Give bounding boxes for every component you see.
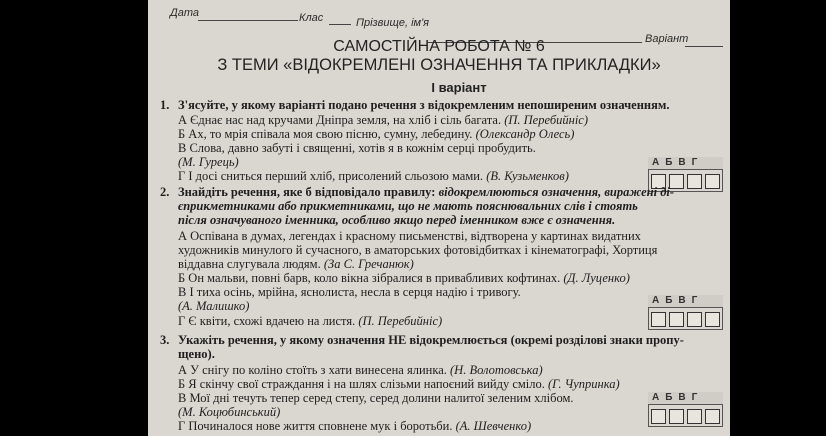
q3-question-line1: Укажіть речення, у якому означення НЕ відокремлюється (окремі розділові знаки пропу- [178, 333, 684, 347]
date-field[interactable] [198, 20, 298, 21]
q1-number: 1. [160, 98, 170, 112]
q1-option-c: В Слова, давно забуті і священні, хотів я в кожнім серці пробудить. [178, 141, 536, 155]
q3-option-d: Г Починалося нове життя сповнене мук і боротьби. (А. Шевченко) [178, 419, 532, 433]
q3-number: 3. [160, 333, 170, 347]
surname-label: Прізвище, ім'я [356, 17, 430, 29]
q3-answer-box-a[interactable] [651, 409, 666, 424]
q1-option-a: А Єднає нас над кручами Дніпра земля, на хліб і сіль багата. (П. Перебийніс) [178, 113, 589, 127]
q3-option-c: В Мої дні течуть тепер серед степу, серед долини налитої зеленим хлібом. [178, 391, 574, 405]
q3-answer-grid [648, 392, 723, 427]
q2-answer-grid [648, 295, 723, 330]
q2-option-d: Г Є квіти, схожі вдачею на листя. (П. Перебийніс) [178, 314, 443, 328]
q1-option-d: Г І досі сниться перший хліб, присолений сльозою мами. (В. Кузьменков) [178, 169, 569, 183]
q3-option-c-source: (М. Коцюбинський) [178, 405, 281, 419]
q3-answer-labels: А Б В Г [648, 392, 723, 404]
date-label: Дата [170, 7, 200, 19]
q2-option-a-line1: А Оспівана в думах, легендах і красному письменстві, відтворена у картинах видатних [178, 229, 641, 243]
q3-answer-box-d[interactable] [705, 409, 720, 424]
q2-question: Знайдіть речення, яке б відповідало правилу: відокремлюються означення, виражені ді- [178, 185, 675, 199]
worksheet-page [148, 0, 730, 436]
q3-answer-box-b[interactable] [669, 409, 684, 424]
q2-rule-line2: єприкметниками або прикметниками, що не мають пояснювальних слів і стоять [178, 199, 638, 213]
page-title: САМОСТІЙНА РОБОТА № 6 [333, 38, 545, 55]
q3-question-line2: щено). [178, 347, 215, 361]
class-label: Клас [299, 12, 324, 24]
q2-answer-labels: А Б В Г [648, 295, 723, 307]
q1-answer-box-c[interactable] [687, 174, 702, 189]
q1-answer-labels: А Б В Г [648, 157, 723, 169]
q1-option-b: Б Ах, то мрія співала моя свою пісню, сумну, лебедину. (Олександр Олесь) [178, 127, 575, 141]
q3-option-b: Б Я скінчу свої страждання і на шлях слізьми напоєний вийду сміло. (Г. Чупринка) [178, 377, 620, 391]
q2-number: 2. [160, 185, 170, 199]
q1-question: З'ясуйте, у якому варіанті подано речення з відокремленим непоширеним означенням. [178, 98, 670, 112]
q1-option-c-source: (М. Гурець) [178, 155, 239, 169]
q2-option-a-line3: віддавна слугувала людям. (За С. Гречанюк) [178, 257, 414, 271]
q1-answer-box-d[interactable] [705, 174, 720, 189]
q2-answer-box-b[interactable] [669, 312, 684, 327]
q2-option-c-source: (А. Малишко) [178, 299, 250, 313]
variant-label: Варіант [645, 33, 689, 45]
q2-rule-line3: після означуваного іменника, особливо якщо перед іменником вже є означення. [178, 213, 616, 227]
page-subtitle: З ТЕМИ «ВІДОКРЕМЛЕНІ ОЗНАЧЕННЯ ТА ПРИКЛАДКИ» [217, 56, 661, 74]
q2-answer-box-a[interactable] [651, 312, 666, 327]
q2-option-b: Б Он мальви, повні барв, коло вікна зібралися в привабливих кофтинах. (Д. Луценко) [178, 271, 630, 285]
q2-option-c: В І тиха осінь, мрійна, яснолиста, несла в серця надію і тривогу. [178, 285, 521, 299]
q2-answer-box-c[interactable] [687, 312, 702, 327]
q2-answer-box-d[interactable] [705, 312, 720, 327]
q3-answer-box-c[interactable] [687, 409, 702, 424]
class-field[interactable] [329, 24, 351, 25]
variant-heading: І варіант [431, 80, 487, 95]
q2-option-a-line2: художників минулого й сучасного, в аматорських фотовідбитках і кінематографі, Хортиця [178, 243, 658, 257]
q3-option-a: А У снігу по коліно стоїть з хати винесена ялинка. (Н. Волотовська) [178, 363, 543, 377]
